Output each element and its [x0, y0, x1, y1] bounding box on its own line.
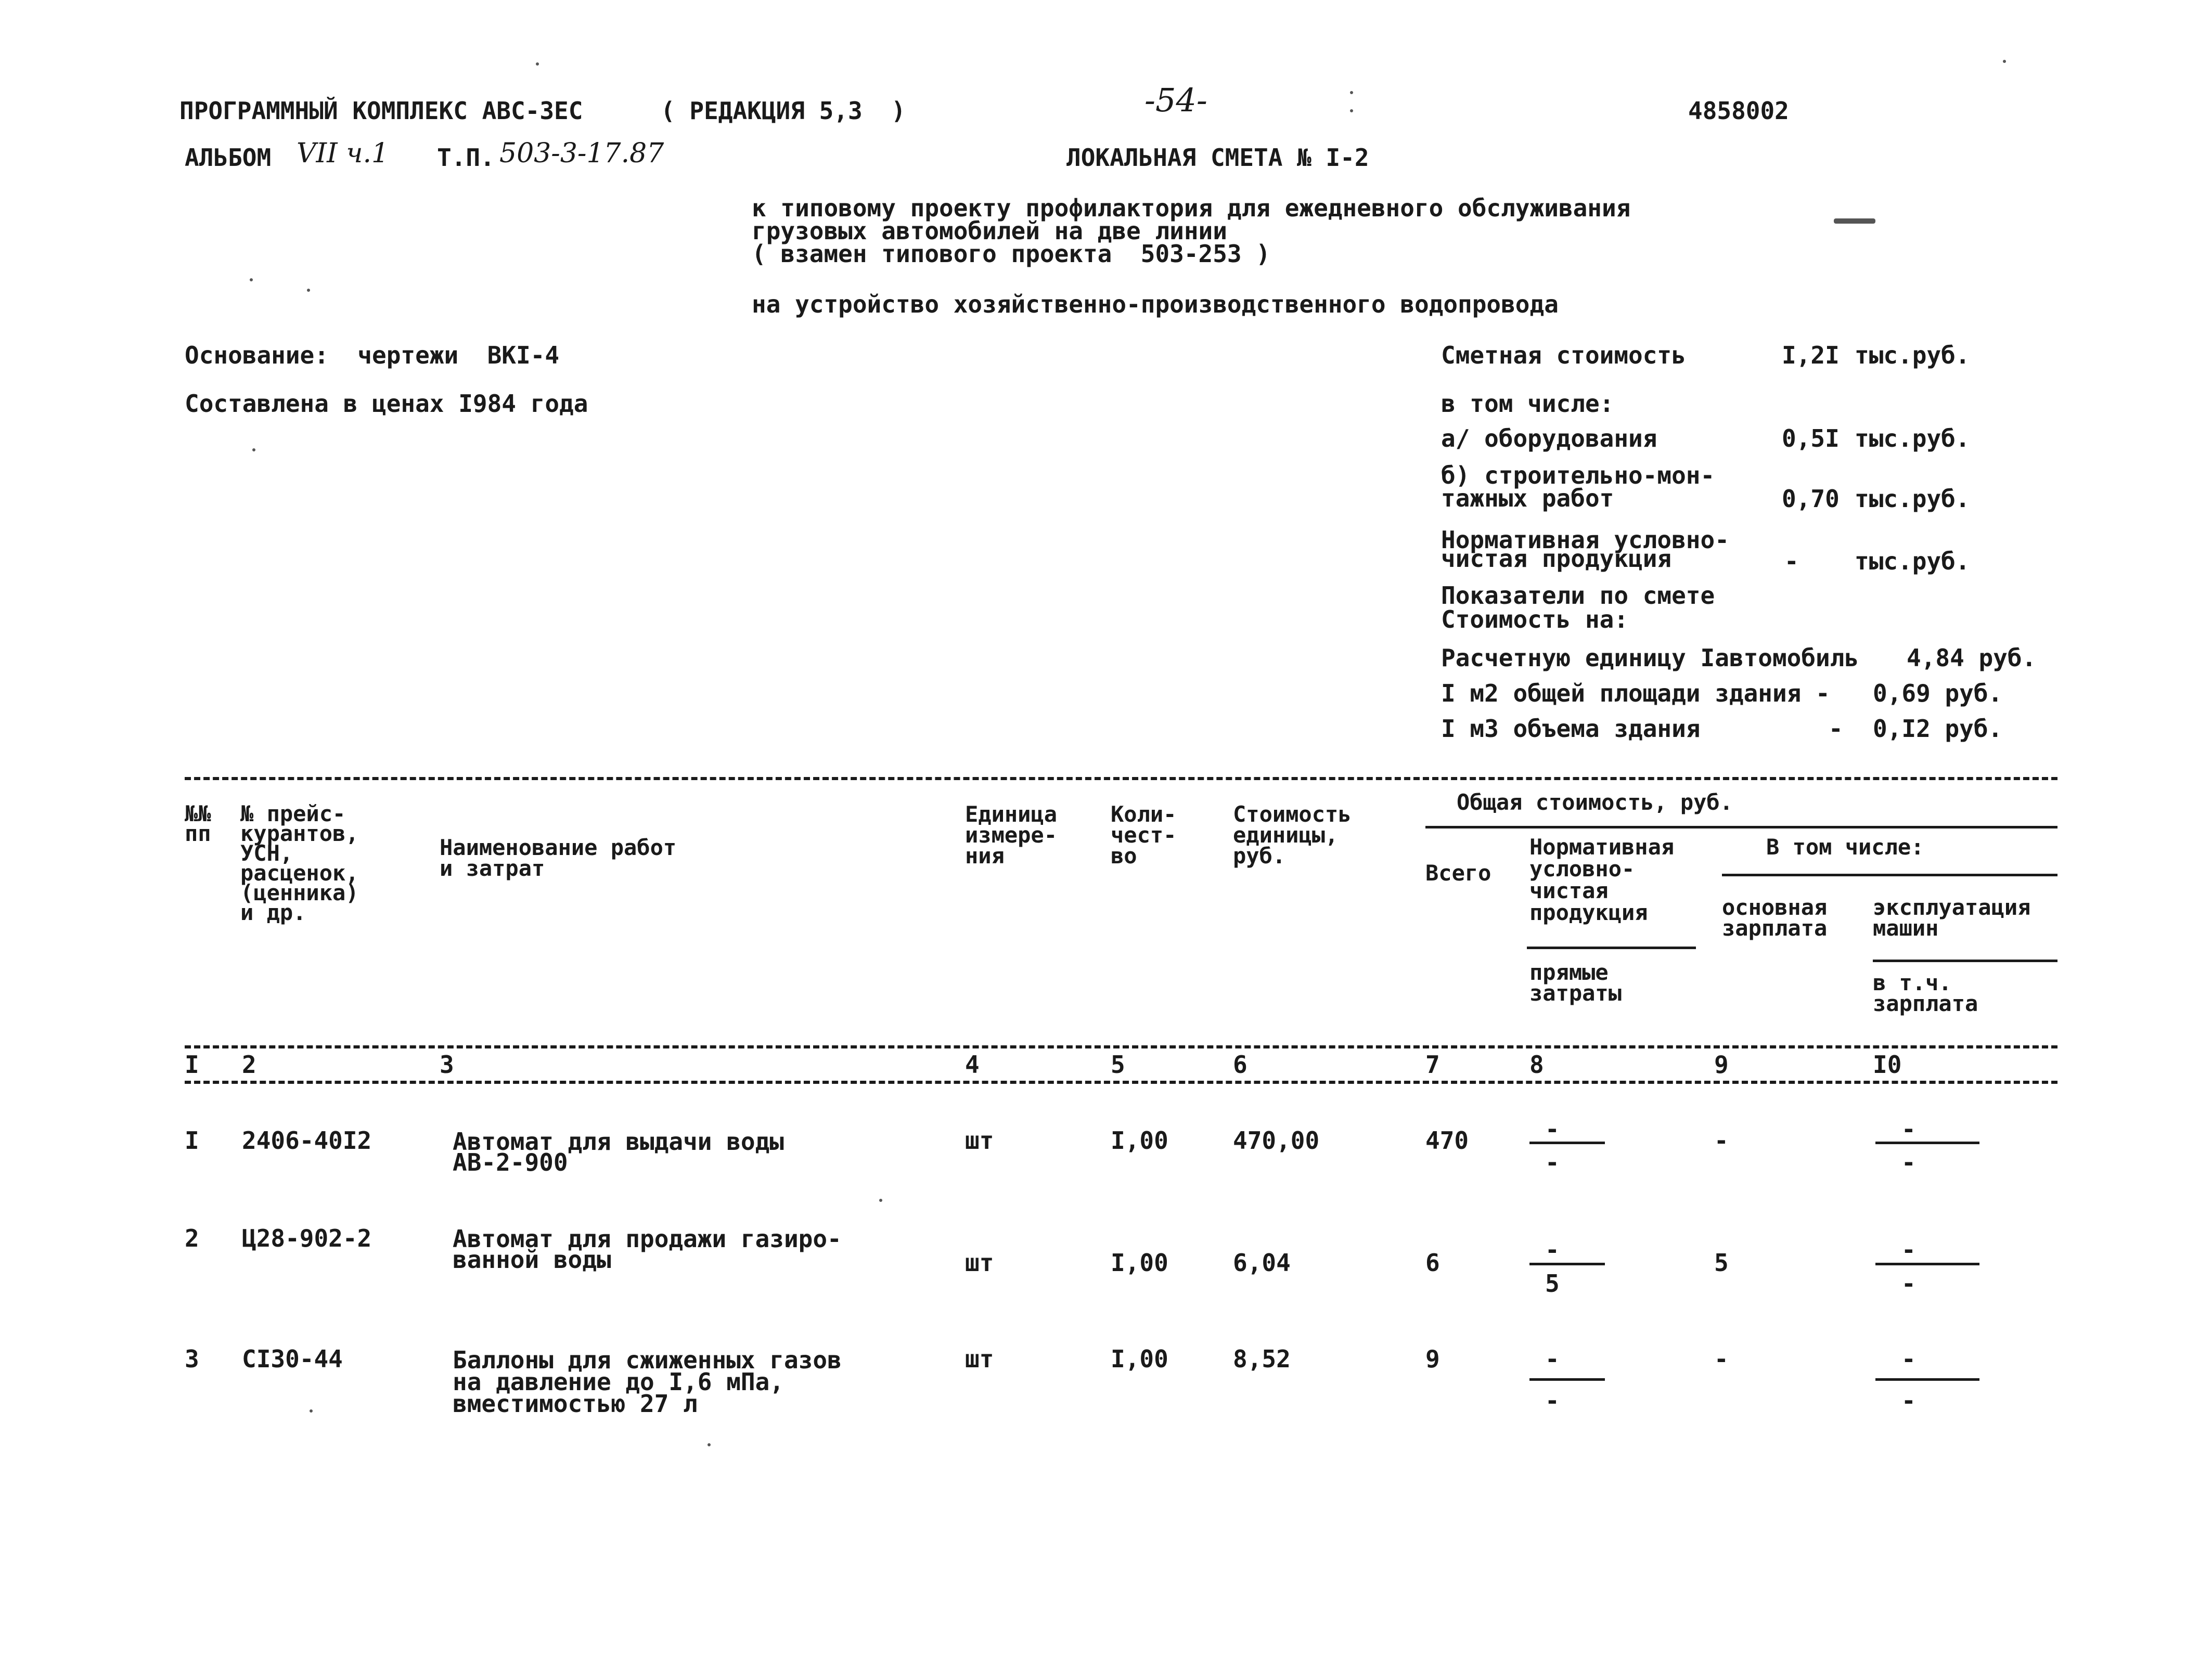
- row-number: I: [185, 1126, 199, 1155]
- col-number-5: 5: [1111, 1051, 1125, 1079]
- row-unit: шт: [965, 1126, 994, 1155]
- row-fraction-line: [1875, 1263, 1979, 1265]
- row-fraction-line: [1529, 1142, 1605, 1144]
- row-salary: 5: [1714, 1249, 1729, 1277]
- project-line-3: ( взамен типового проекта 503-253 ): [752, 240, 1270, 268]
- row-salary: -: [1714, 1345, 1729, 1373]
- col-header-total-group: Общая стоимость, руб.: [1457, 789, 1733, 815]
- basis-prices: Составлена в ценах I984 года: [185, 390, 588, 418]
- col-numbers-top-rule: [185, 1045, 2057, 1048]
- scan-speck: [2003, 60, 2006, 63]
- doc-code: 4858002: [1688, 97, 1789, 125]
- construction-value: 0,70: [1782, 485, 1840, 513]
- construction-label: б) строительно-мон- тажных работ: [1441, 461, 1715, 512]
- col-header-qty: Коли- чест- во: [1111, 801, 1177, 869]
- basis-drawings: Основание: чертежи ВКI-4: [185, 341, 560, 369]
- row-direct-costs: -: [1545, 1148, 1560, 1176]
- edition: ( РЕДАКЦИЯ 5,3 ): [661, 97, 906, 125]
- normative-unit: тыс.руб.: [1855, 547, 1970, 575]
- per-m3-dash: -: [1829, 715, 1843, 743]
- equipment-unit: тыс.руб.: [1855, 424, 1970, 452]
- col-number-2: 2: [242, 1051, 256, 1079]
- vtom-label: в том числе:: [1441, 390, 1614, 418]
- row-fraction-line: [1875, 1142, 1979, 1144]
- exploitation-rule: [1873, 960, 2057, 962]
- col-header-name: Наименование работ и затрат: [440, 835, 677, 881]
- row-code: Ц28-902-2: [242, 1224, 372, 1252]
- per-m3-value: 0,I2 руб.: [1873, 715, 2003, 743]
- scan-speck: [536, 62, 539, 66]
- project-subject: на устройство хозяйственно-производственного водопровода: [752, 290, 1559, 318]
- row-code: 2406-40I2: [242, 1126, 372, 1155]
- row-unit-price: 6,04: [1233, 1249, 1291, 1277]
- col-header-direct-costs: прямые затраты: [1529, 960, 1622, 1006]
- album-handwritten: VII ч.1: [297, 138, 389, 169]
- col-header-unit: Единица измере- ния: [965, 801, 1058, 869]
- row-qty: I,00: [1111, 1249, 1168, 1277]
- album-label: АЛЬБОМ: [185, 144, 272, 172]
- row-salary: -: [1714, 1126, 1729, 1155]
- row-fraction-line: [1529, 1378, 1605, 1381]
- scan-speck: [307, 289, 310, 292]
- scan-speck: [708, 1443, 711, 1446]
- construction-unit: тыс.руб.: [1855, 485, 1970, 513]
- scan-speck: [879, 1199, 882, 1202]
- table-top-rule: [185, 777, 2057, 780]
- row-normative: -: [1545, 1236, 1560, 1264]
- per-car-value: 4,84 руб.: [1907, 644, 2037, 672]
- project-line-1: к типовому проекту профилактория для ежедневного обслуживания: [752, 194, 1631, 222]
- row-machines-salary: -: [1901, 1270, 1916, 1298]
- page-number: -54-: [1144, 81, 1207, 119]
- col-number-1: I: [185, 1051, 199, 1079]
- tp-label: Т.П.: [437, 144, 495, 172]
- row-fraction-line: [1529, 1263, 1605, 1265]
- row-total: 9: [1425, 1345, 1440, 1373]
- col-number-8: 8: [1529, 1051, 1544, 1079]
- col-header-machines-salary: в т.ч. зарплата: [1873, 970, 1978, 1016]
- col-number-10: I0: [1873, 1051, 1902, 1079]
- equipment-label: а/ оборудования: [1441, 424, 1657, 452]
- col-header-machines: эксплуатация машин: [1873, 895, 2031, 941]
- scan-speck: [1350, 109, 1353, 112]
- normative-label: Нормативная условно- чистая продукция: [1441, 526, 1729, 573]
- row-name: Баллоны для сжиженных газов на давление до I,6 мПа, вместимостью 27 л: [453, 1346, 842, 1418]
- tp-handwritten: 503-3-17.87: [499, 138, 664, 169]
- row-machines-salary: -: [1901, 1387, 1916, 1415]
- per-car-label: Расчетную единицу Iавтомобиль: [1441, 644, 1859, 672]
- row-unit: шт: [965, 1249, 994, 1277]
- smeta-title: ЛОКАЛЬНАЯ СМЕТА № I-2: [1066, 144, 1369, 172]
- normative-value: -: [1784, 547, 1799, 575]
- row-direct-costs: 5: [1545, 1270, 1560, 1298]
- row-fraction-line: [1875, 1378, 1979, 1381]
- row-qty: I,00: [1111, 1345, 1168, 1373]
- row-machines: -: [1901, 1236, 1916, 1264]
- row-total: 6: [1425, 1249, 1440, 1277]
- scan-speck: [1834, 218, 1875, 224]
- unit-label: тыс.руб.: [1855, 341, 1970, 369]
- col-number-9: 9: [1714, 1051, 1729, 1079]
- per-m2-label: I м2 общей площади здания -: [1441, 679, 1830, 707]
- col-header-salary: основная зарплата: [1722, 895, 1828, 941]
- row-direct-costs: -: [1545, 1387, 1560, 1415]
- col-header-normative: Нормативная условно- чистая продукция: [1529, 834, 1675, 925]
- scan-speck: [1350, 91, 1353, 94]
- program-name: ПРОГРАММНЫЙ КОМПЛЕКС АВС-ЗЕС: [179, 97, 583, 125]
- row-machines-salary: -: [1901, 1148, 1916, 1176]
- col-header-vtom: В том числе:: [1766, 834, 1924, 860]
- vtom-rule: [1722, 874, 2057, 876]
- smetnaya-label: Сметная стоимость: [1441, 341, 1686, 369]
- col-number-7: 7: [1425, 1051, 1440, 1079]
- per-m3-label: I м3 объема здания: [1441, 715, 1701, 743]
- scan-speck: [252, 448, 255, 451]
- row-number: 3: [185, 1345, 199, 1373]
- row-normative: -: [1545, 1115, 1560, 1143]
- scan-speck: [250, 278, 253, 281]
- equipment-value: 0,5I: [1782, 424, 1840, 452]
- scan-speck: [310, 1409, 313, 1413]
- row-total: 470: [1425, 1126, 1469, 1155]
- row-qty: I,00: [1111, 1126, 1168, 1155]
- col-number-3: 3: [440, 1051, 454, 1079]
- row-unit-price: 470,00: [1233, 1126, 1320, 1155]
- row-machines: -: [1901, 1345, 1916, 1373]
- norm-prod-rule: [1527, 947, 1696, 949]
- row-name: Автомат для выдачи воды АВ-2-900: [453, 1128, 784, 1176]
- col-number-6: 6: [1233, 1051, 1248, 1079]
- col-header-unit-price: Стоимость единицы, руб.: [1233, 801, 1352, 869]
- row-machines: -: [1901, 1115, 1916, 1143]
- project-line-2: грузовых автомобилей на две линии: [752, 217, 1227, 245]
- row-unit-price: 8,52: [1233, 1345, 1291, 1373]
- row-normative: -: [1545, 1345, 1560, 1373]
- col-header-total: Всего: [1425, 860, 1491, 886]
- indicators-label: Показатели по смете Стоимость на:: [1441, 581, 1715, 633]
- smetnaya-value: I,2I: [1782, 341, 1840, 369]
- row-unit: шт: [965, 1345, 994, 1373]
- row-name: Автомат для продажи газиро- ванной воды: [453, 1225, 842, 1274]
- col-numbers-bottom-rule: [185, 1081, 2057, 1084]
- col-header-number: №№ пп: [185, 801, 211, 846]
- col-number-4: 4: [965, 1051, 980, 1079]
- row-number: 2: [185, 1224, 199, 1252]
- col-header-code: № прейс- курантов, УСН, расценок, (ценника) и др.: [240, 801, 359, 925]
- total-group-rule: [1425, 826, 2057, 828]
- per-m2-value: 0,69 руб.: [1873, 679, 2003, 707]
- row-code: СI30-44: [242, 1345, 343, 1373]
